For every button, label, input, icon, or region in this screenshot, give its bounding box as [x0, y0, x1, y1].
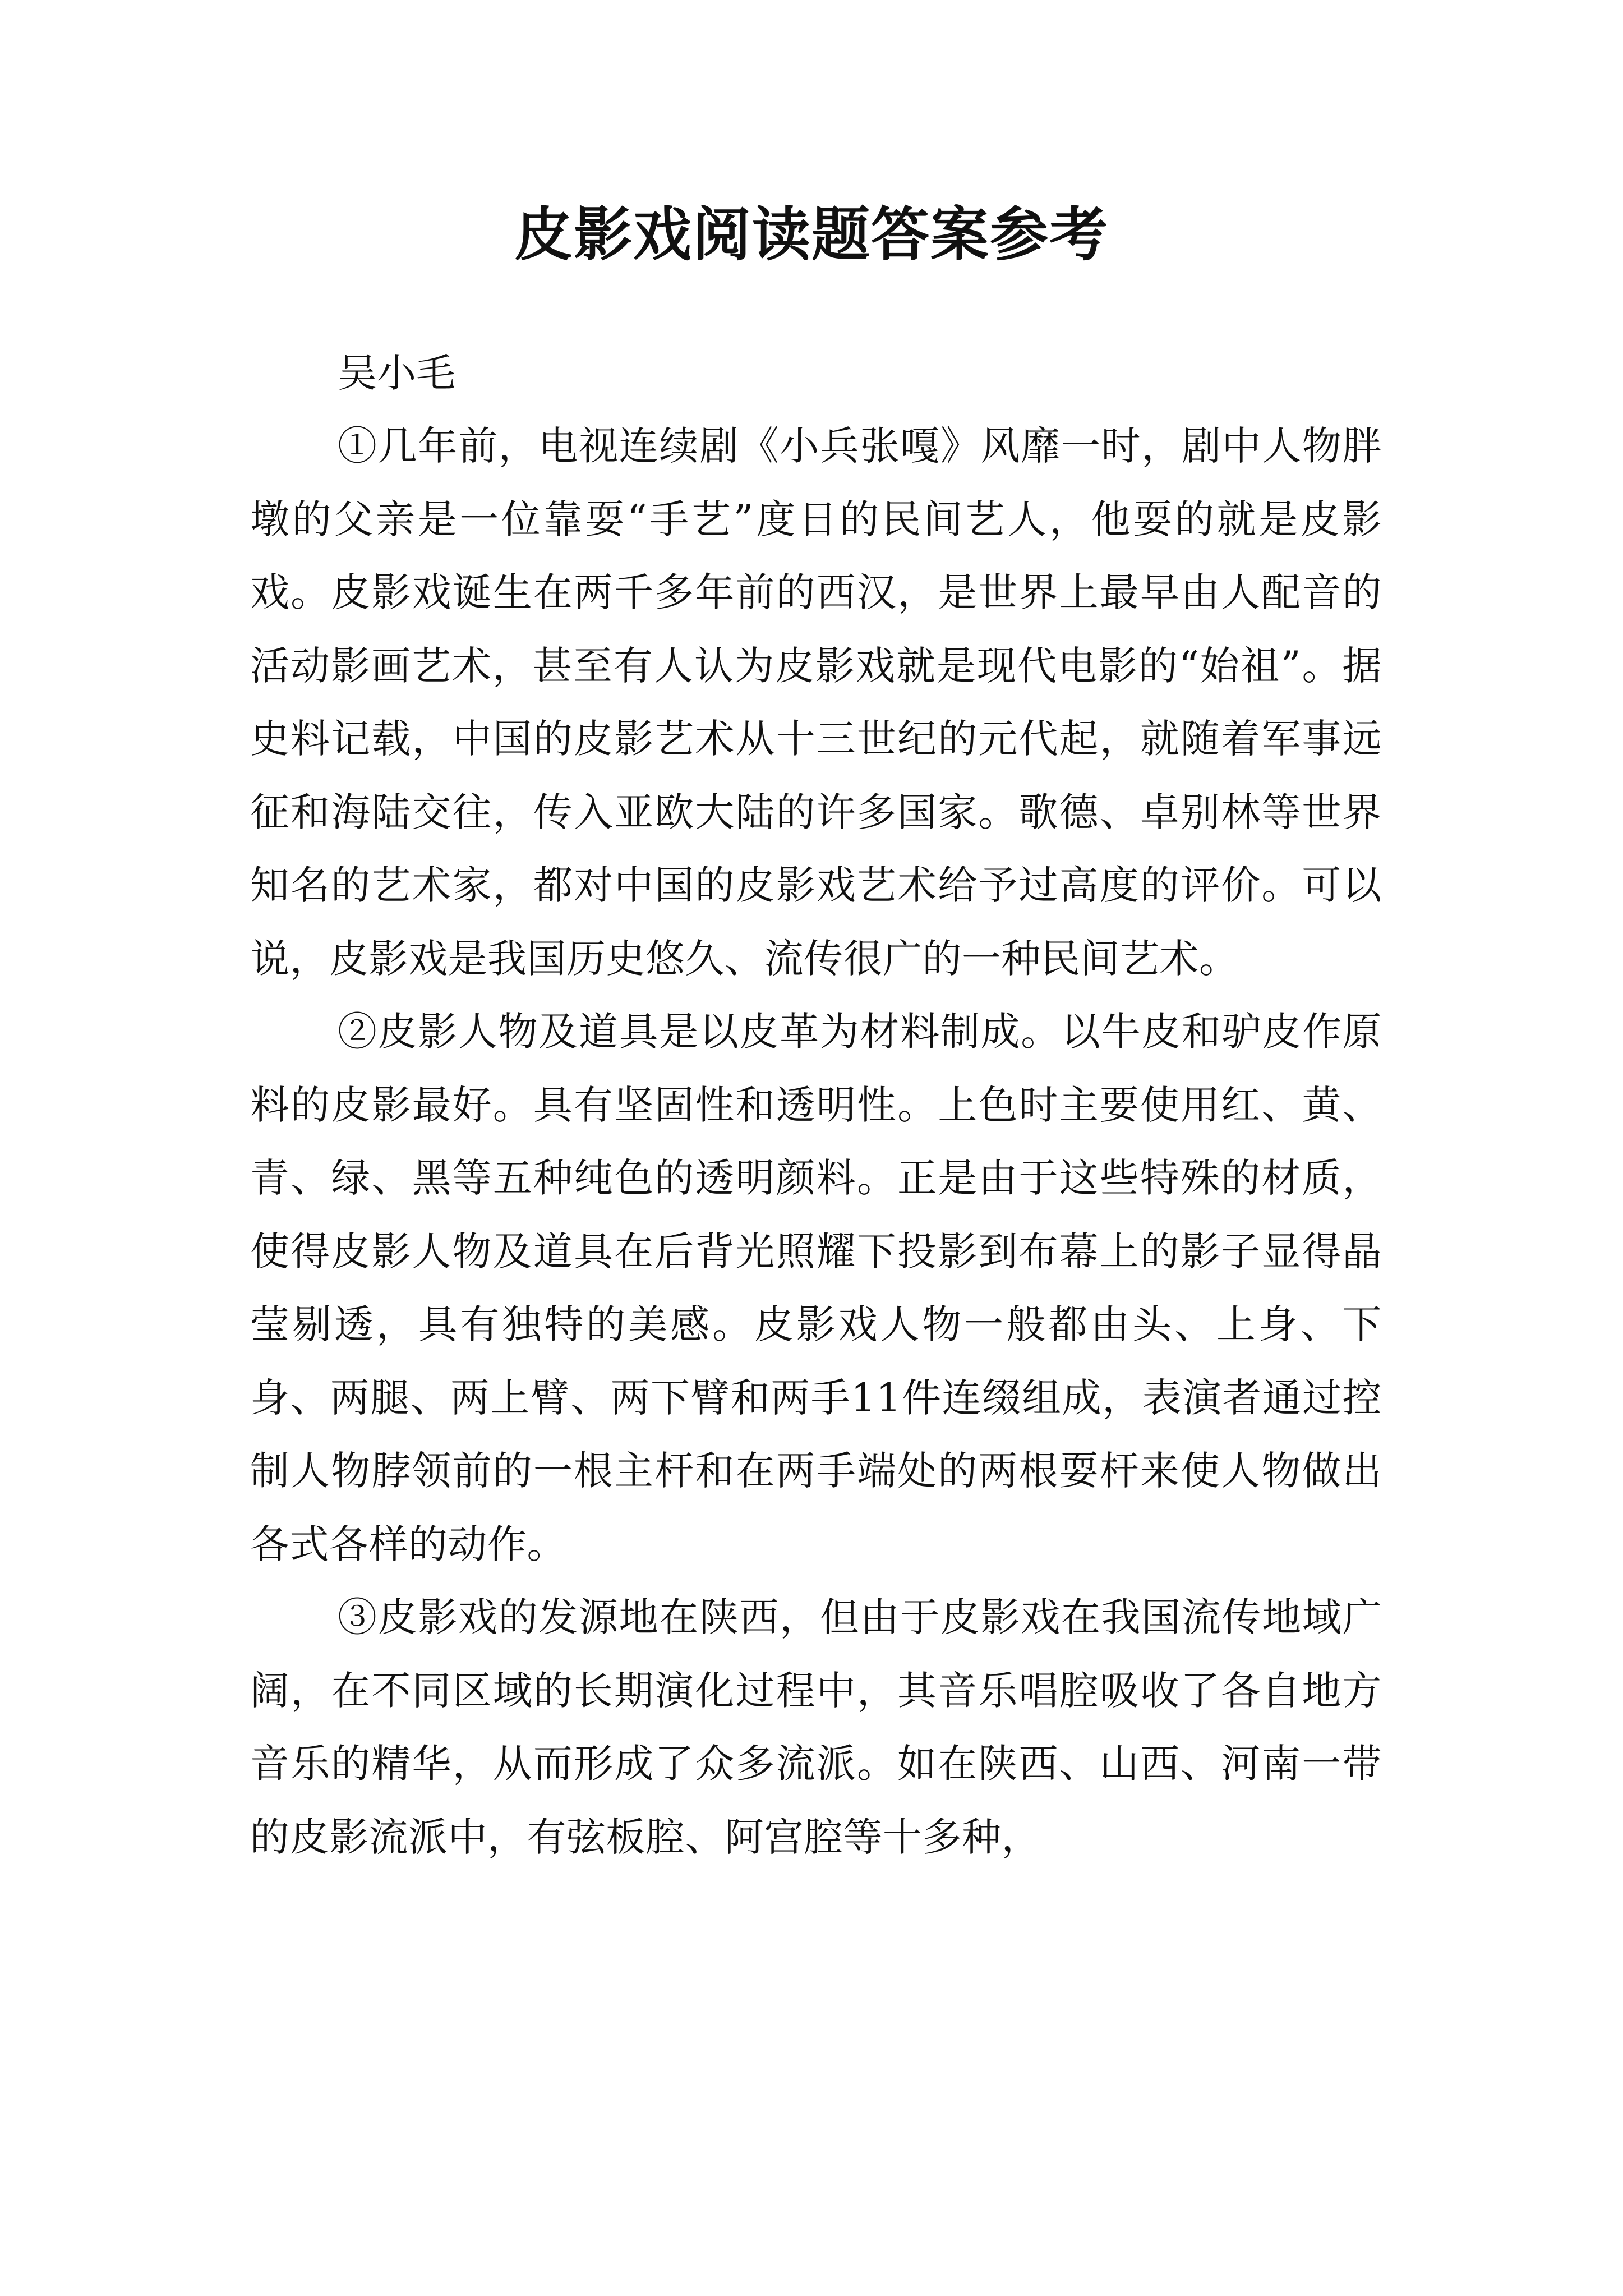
paragraph-1: ①几年前，电视连续剧《小兵张嘎》风靡一时，剧中人物胖墩的父亲是一位靠耍“手艺”度日的民间艺人，他耍的就是皮影戏。皮影戏诞生在两千多年前的西汉，是世界上最早由人配音的活动影画艺术，甚至有人认为皮影戏就是现代电影的“始祖”。据史料记载，中国的皮影艺术从十三世纪的元代起，就随着军事远征和海陆交往，传入亚欧大陆的许多国家。歌德、卓别林等世界知名的艺术家，都对中国的皮影戏艺术给予过高度的评价。可以说，皮影戏是我国历史悠久、流传很广的一种民间艺术。 [250, 423, 1382, 982]
paragraph-3: ③皮影戏的发源地在陕西，但由于皮影戏在我国流传地域广阔，在不同区域的长期演化过程中，其音乐唱腔吸收了各自地方音乐的精华，从而形成了众多流派。如在陕西、山西、河南一带的皮影流派中，有弦板腔、阿宫腔等十多种， [250, 1594, 1382, 1860]
author-name: 吴小毛 [338, 350, 455, 396]
document-title: 皮影戏阅读题答案参考 [514, 200, 1109, 269]
paragraph-2: ②皮影人物及道具是以皮革为材料制成。以牛皮和驴皮作原料的皮影最好。具有坚固性和透明性。上色时主要使用红、黄、青、绿、黑等五种纯色的透明颜料。正是由于这些特殊的材质，使得皮影人物及道具在后背光照耀下投影到布幕上的影子显得晶莹剔透，具有独特的美感。皮影戏人物一般都由头、上身、下身、两腿、两上臂、两下臂和两手11件连缀组成，表演者通过控制人物脖领前的一根主杆和在两手端处的两根耍杆来使人物做出各式各样的动作。 [250, 1009, 1382, 1567]
document-body [250, 337, 1382, 1874]
